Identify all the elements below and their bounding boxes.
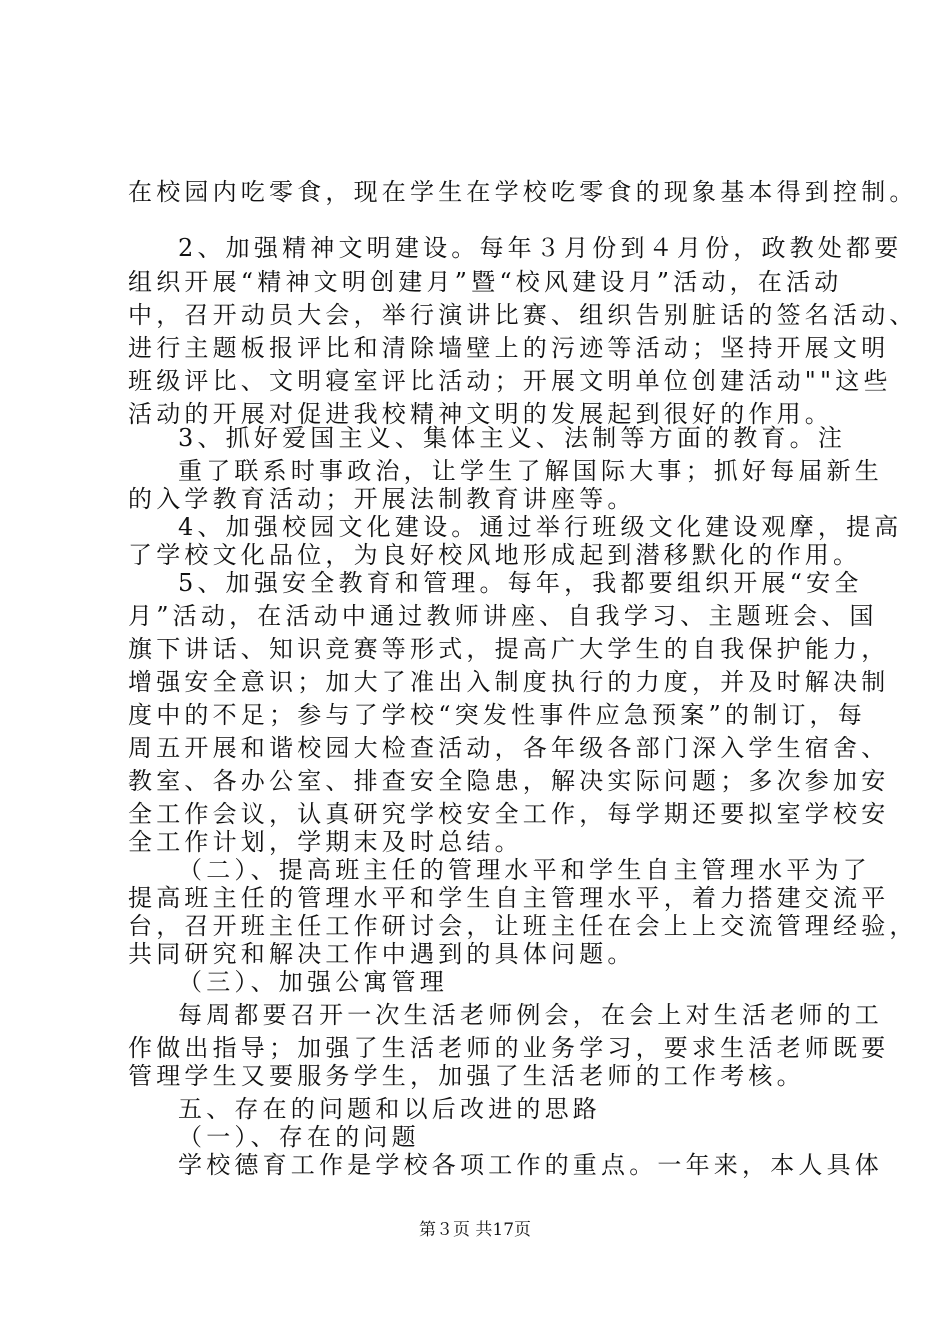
text-line-11: 4、加强校园文化建设。通过举行班级文化建设观摩，提高 (178, 513, 903, 541)
text-line-32: 学校德育工作是学校各项工作的重点。一年来，本人具体 (178, 1151, 883, 1179)
text-line-24: 台，召开班主任工作研讨会，让班主任在会上上交流管理经验， (128, 912, 918, 940)
text-line-17: 度中的不足；参与了学校“突发性事件应急预案”的制订，每 (128, 701, 866, 729)
text-line-2: 2、加强精神文明建设。每年３月份到４月份，政教处都要 (178, 234, 903, 262)
text-line-25: 共同研究和解决工作中遇到的具体问题。 (128, 940, 636, 968)
text-line-8: 3、抓好爱国主义、集体主义、法制等方面的教育。注 (178, 424, 847, 452)
text-line-29: 管理学生又要服务学生，加强了生活老师的工作考核。 (128, 1062, 805, 1090)
text-line-19: 教室、各办公室、排查安全隐患，解决实际问题；多次参加安 (128, 767, 890, 795)
page-footer: 第３页 共17页 (418, 1220, 532, 1240)
text-line-7: 活动的开展对促进我校精神文明的发展起到很好的作用。 (128, 400, 833, 428)
text-line-1: 在校园内吃零食，现在学生在学校吃零食的现象基本得到控制。 (128, 178, 918, 206)
text-line-10: 的入学教育活动；开展法制教育讲座等。 (128, 485, 636, 513)
text-line-12: 了学校文化品位，为良好校风地形成起到潜移默化的作用。 (128, 541, 862, 569)
text-line-4: 中，召开动员大会，举行演讲比赛、组织告别脏话的签名活动、 (128, 301, 918, 329)
text-line-13: 5、加强安全教育和管理。每年，我都要组织开展“安全 (178, 569, 863, 597)
text-line-27: 每周都要召开一次生活老师例会，在会上对生活老师的工 (178, 1001, 883, 1029)
text-line-23: 提高班主任的管理水平和学生自主管理水平，着力搭建交流平 (128, 884, 890, 912)
text-line-26: （三）、加强公寓管理 (178, 968, 448, 996)
text-line-5: 进行主题板报评比和清除墙壁上的污迹等活动；坚持开展文明 (128, 334, 890, 362)
text-line-14: 月”活动，在活动中通过教师讲座、自我学习、主题班会、国 (128, 602, 878, 630)
text-line-21: 全工作计划，学期末及时总结。 (128, 828, 523, 856)
text-line-18: 周五开展和谐校园大检查活动，各年级各部门深入学生宿舍、 (128, 734, 890, 762)
text-line-6: 班级评比、文明寝室评比活动；开展文明单位创建活动""这些 (128, 367, 892, 395)
text-line-16: 增强安全意识；加大了准出入制度执行的力度，并及时解决制 (128, 668, 890, 696)
text-line-31: （一）、存在的问题 (178, 1123, 420, 1151)
text-line-30: 五、存在的问题和以后改进的思路 (178, 1095, 601, 1123)
text-line-3: 组织开展“精神文明创建月”暨“校风建设月”活动，在活动 (128, 268, 843, 296)
text-line-9: 重了联系时事政治，让学生了解国际大事；抓好每届新生 (178, 457, 883, 485)
text-line-15: 旗下讲话、知识竞赛等形式，提高广大学生的自我保护能力， (128, 635, 890, 663)
text-line-22: （二）、提高班主任的管理水平和学生自主管理水平为了 (178, 856, 871, 884)
text-line-28: 作做出指导；加强了生活老师的业务学习，要求生活老师既要 (128, 1034, 890, 1062)
text-line-20: 全工作会议，认真研究学校安全工作，每学期还要拟室学校安 (128, 800, 890, 828)
